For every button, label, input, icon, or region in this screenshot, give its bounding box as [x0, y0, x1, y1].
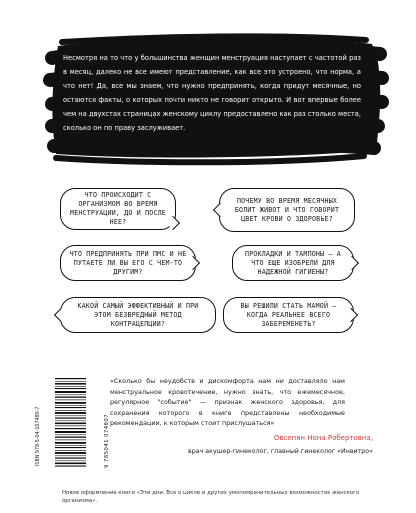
- quote-author: Овсепян Нона Робертовна,: [273, 434, 373, 442]
- question-bubble-4: [232, 245, 354, 281]
- isbn-label: ISBN 978-5-04-107480-7: [36, 406, 41, 466]
- question-bubble-2: [219, 188, 355, 232]
- question-bubble-text: ВЫ РЕШИЛИ СТАТЬ МАМОЙ — КОГДА РЕАЛЬНЕЕ ВСЕГО ЗАБЕРЕМЕНЕТЬ?: [240, 301, 337, 328]
- question-bubble-text: ПРОКЛАДКИ И ТАМПОНЫ — А ЧТО ЕЩЕ ИЗОБРЕЛИ ДЛЯ НАДЕЖНОЙ ГИГИЕНЫ?: [245, 249, 341, 276]
- barcode-digits: 9 785041 074807: [104, 413, 110, 468]
- expert-quote: «Сколько бы неудобств и дискомфорта нам ни доставляло нам менструальное кровотечение, нужно знать, что ежемесячное, регулярное "событие" — признак женского здоровья, для сохранения которого в книге представлены необходимые рекомендации, к которым стоит прислушаться»: [110, 377, 345, 428]
- quote-author-role: врач акушер-гинеколог, главный гинеколог «Инвитро»: [188, 448, 373, 455]
- barcode: [53, 375, 88, 469]
- edition-note: Новое оформление книги «Эти дни. Все о цикле и других умопомрачительных возможностях женского организма».: [62, 490, 360, 505]
- question-bubble-1: [60, 188, 176, 230]
- intro-paragraph: Несмотря на то что у большинства женщин менструация наступает с частотой раз в месяц, далеко не все имеют представление, как все это устроено, что норма, а что нет! Да, все мы знаем, что нужно предпринять, когда придут месячные, но остаются факты, о которых почти никто не говорит открыто. И вот впервые более чем на двухстах страницах женскому циклу предоставлено как раз столько места, сколько он по праву заслуживает.: [63, 54, 361, 132]
- question-bubble-text: ЧТО ПРЕДПРИНЯТЬ ПРИ ПМС И НЕ ПУТАЕТЕ ЛИ ВЫ ЕГО С ЧЕМ-ТО ДРУГИМ?: [69, 249, 187, 276]
- question-bubble-text: ЧТО ПРОИСХОДИТ С ОРГАНИЗМОМ ВО ВРЕМЯ МЕНСТРУАЦИИ, ДО И ПОСЛЕ НЕЕ?: [70, 191, 166, 226]
- question-bubble-5: [60, 297, 216, 333]
- question-bubble-text: ПОЧЕМУ ВО ВРЕМЯ МЕСЯЧНЫХ БОЛИТ ЖИВОТ И ЧТО ГОВОРИТ ЦВЕТ КРОВИ О ЗДОРОВЬЕ?: [234, 196, 340, 223]
- question-bubble-6: [223, 297, 354, 333]
- question-bubble-3: [60, 245, 196, 281]
- question-bubble-text: КАКОЙ САМЫЙ ЭФФЕКТИВНЫЙ И ПРИ ЭТОМ БЕЗВРЕДНЫЙ МЕТОД КОНТРАЦЕПЦИИ?: [77, 301, 199, 328]
